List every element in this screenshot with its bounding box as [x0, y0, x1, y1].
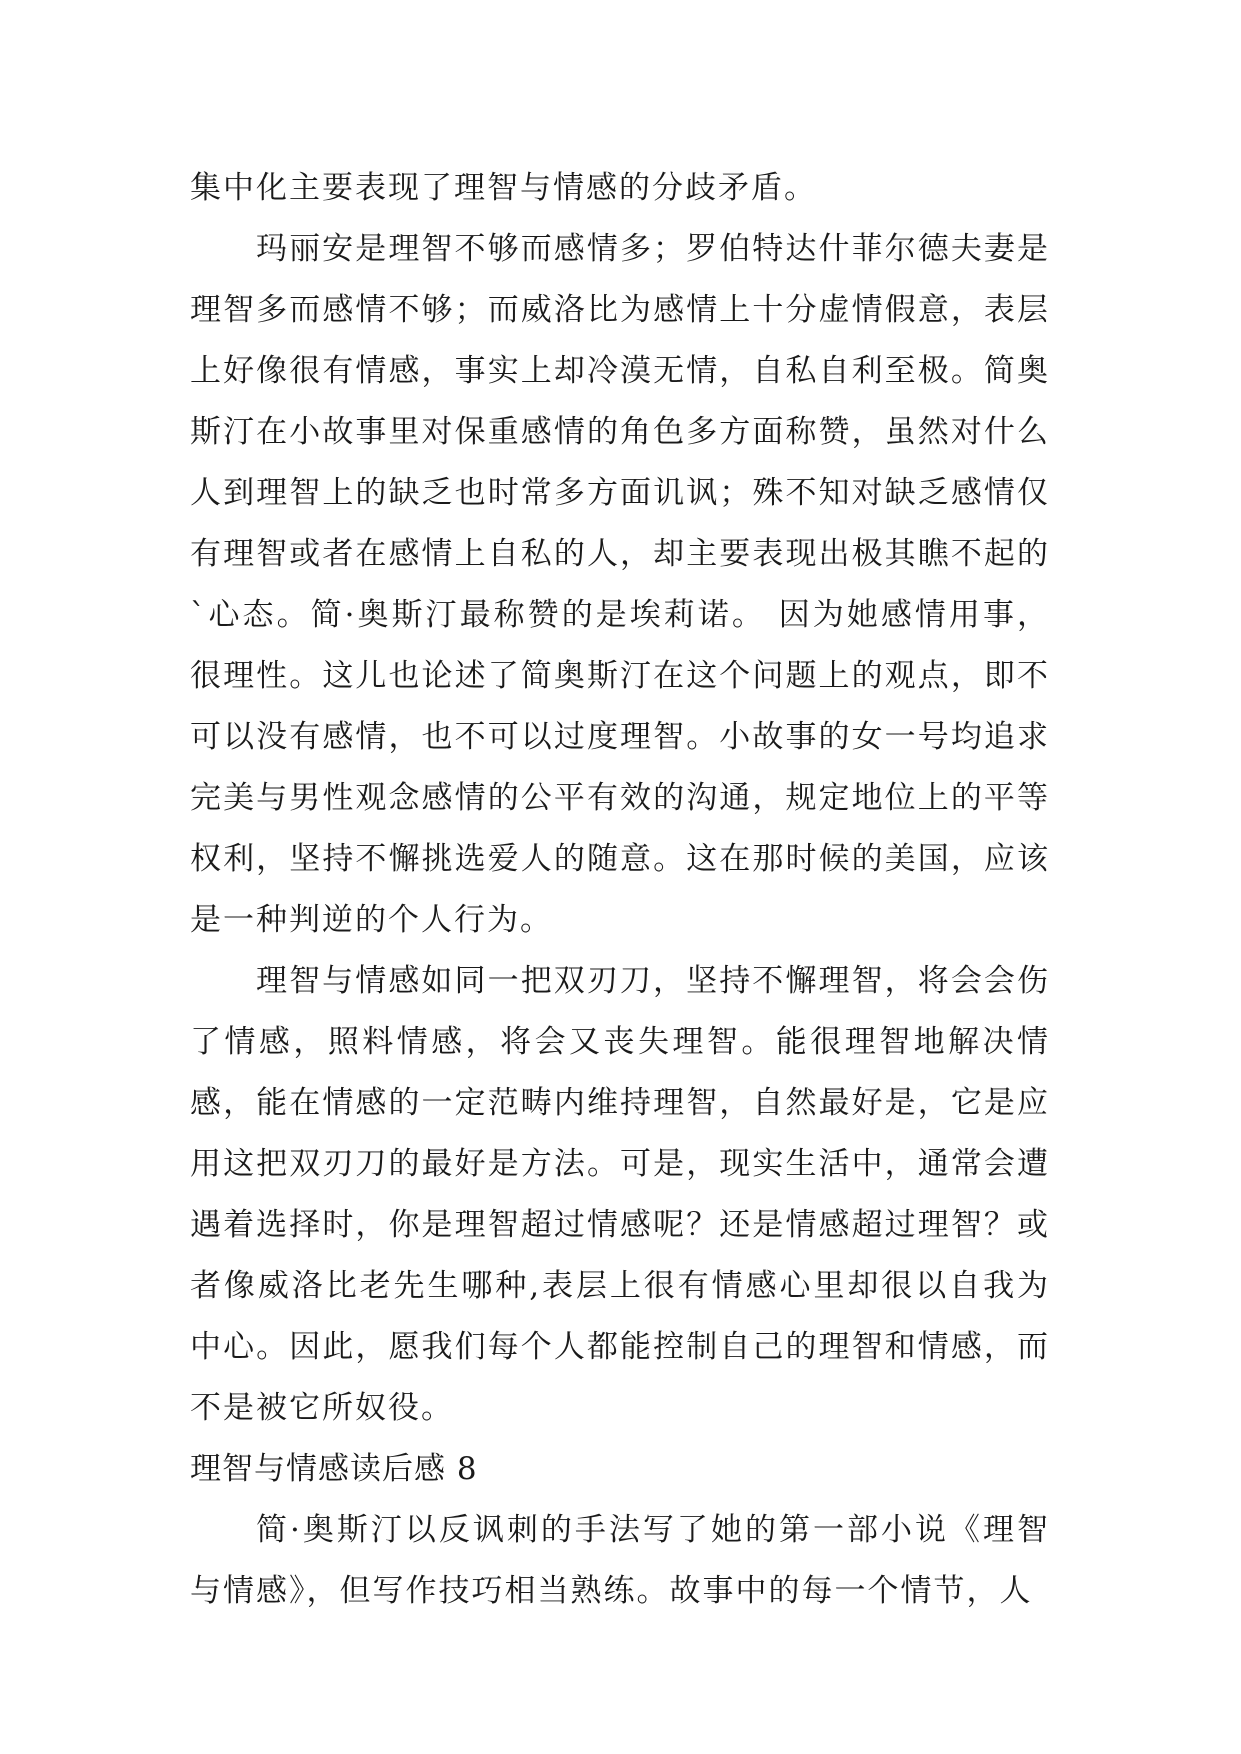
- section-heading: 理智与情感读后感 8: [190, 1451, 478, 1487]
- paragraph-marianne: 玛丽安是理智不够而感情多；罗伯特达什菲尔德夫妻是理智多而感情不够；而威洛比为感情上十分虚情假意，表层上好像很有情感，事实上却冷漠无情，自私自利至极。简奥斯汀在小故事里对保重感情的角色多方面称赞，虽然对什么人到理智上的缺乏也时常多方面讥讽；殊不知对缺乏感情仅有理智或者在感情上自私的人，却主要表现出极其瞧不起的`心态。简·奥斯汀最称赞的是埃莉诺。 因为她感情用事，很理性。这儿也论述了简奥斯汀在这个问题上的观点，即不可以没有感情，也不可以过度理智。小故事的女一号均追求完美与男性观念感情的公平有效的沟通，规定地位上的平等权利，坚持不懈挑选爱人的随意。这在那时候的美国，应该是一种判逆的个人行为。: [190, 231, 1050, 938]
- paragraph-double-edged: 理智与情感如同一把双刃刀，坚持不懈理智，将会会伤了情感，照料情感，将会又丧失理智。能很理智地解决情感，能在情感的一定范畴内维持理智，自然最好是，它是应用这把双刃刀的最好是方法。可是，现实生活中，通常会遭遇着选择时，你是理智超过情感呢？还是情感超过理智？或者像威洛比老先生哪种,表层上很有情感心里却很以自我为中心。因此，愿我们每个人都能控制自己的理智和情感，而不是被它所奴役。: [190, 963, 1050, 1426]
- document-body: [190, 158, 1050, 1622]
- paragraph-continuation: 集中化主要表现了理智与情感的分歧矛盾。: [190, 170, 817, 206]
- paragraph-austen-intro: 简·奥斯汀以反讽刺的手法写了她的第一部小说《理智与情感》，但写作技巧相当熟练。故事中的每一个情节，人: [190, 1512, 1050, 1609]
